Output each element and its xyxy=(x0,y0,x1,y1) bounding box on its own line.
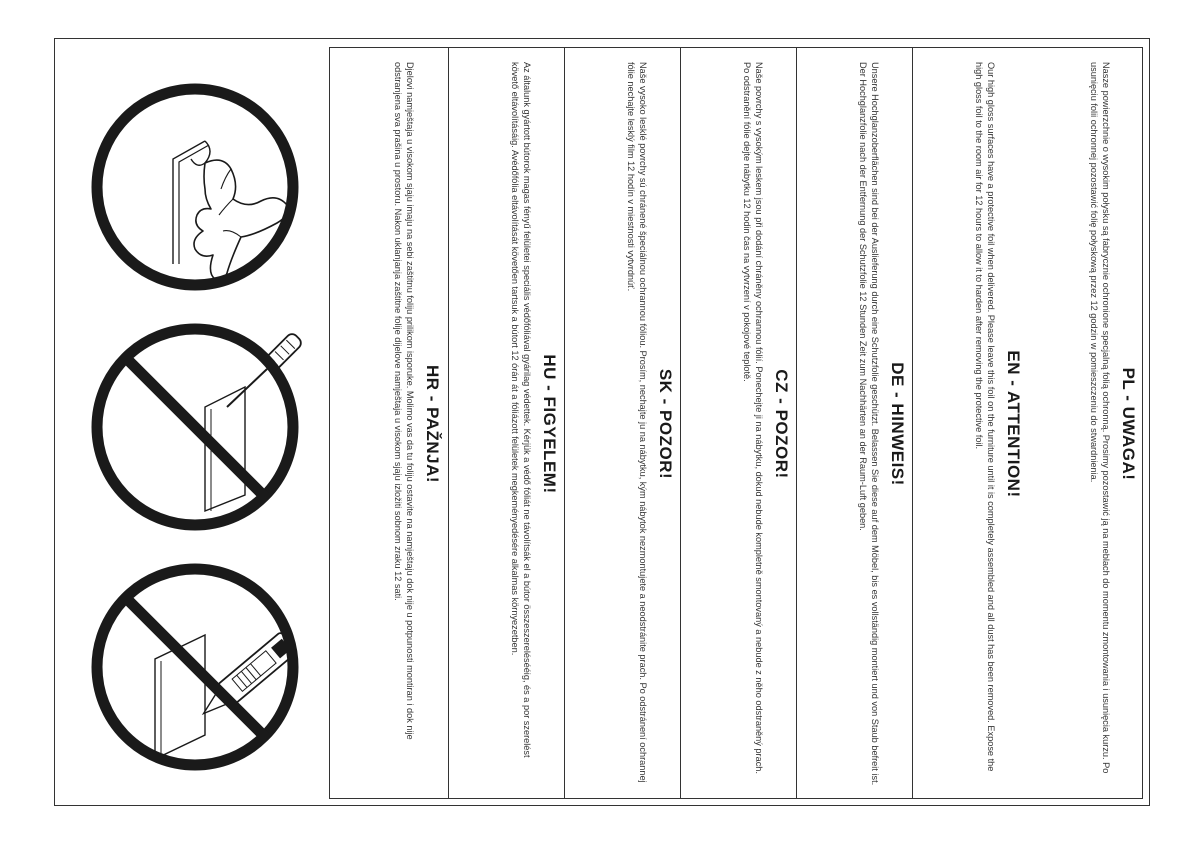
pictogram-column xyxy=(55,39,328,805)
section-en xyxy=(912,48,1028,798)
peel-foil-hand-icon xyxy=(55,59,328,315)
section-cz xyxy=(680,48,796,798)
warning-sections xyxy=(329,47,1143,799)
section-heading: HU - FIGYELEM! xyxy=(540,354,559,494)
section-hr xyxy=(330,48,448,798)
section-hu xyxy=(448,48,564,798)
section-body: Az általunk gyártott bútorok magas fényű felületei speciális védőfóliával gyárilag védettek. Kérjük a védő fóliát ne távolítsák el a bútor összeszerelésééig, és a por szerelést követő eltávolításáig. Avédőfólia eltávolítását követően tartsuk a bútort 12 órán át a fóliázott felületek megkeményedésére alkalmas környezetben. xyxy=(509,62,532,758)
section-sk xyxy=(564,48,680,798)
section-heading: EN - ATTENTION! xyxy=(1004,350,1023,498)
section-heading: CZ - POZOR! xyxy=(772,369,791,479)
section-heading: SK - POZOR! xyxy=(656,368,675,480)
section-body: Djelovi namještaja u visokom sjaju imaju na sebi zaštitnu foliju prilikom isporuke. Molimo vas da tu foliju ostavite na namještaju dok nije u potpunosti montiran i dok nije odstranjena sva prašina u prostoru. Nakon uklanjanja zaštitne folije dijelove namještaja u visokom sjaju izložiti sobnom zraku 12 sati. xyxy=(392,62,415,740)
section-body: Naše vysoko lesklé povrchy sú chránené špeciálnou ochrannou fóliou. Prosím, nechajte ju na nábytku, kým nábytok nezmontujete a neodstránite prach. Po odstránení ochrannej fólie nechajte lesklý film 12 hodín v miestnosti vytvrdnúť. xyxy=(625,62,648,783)
section-heading: HR - PAŽNJA! xyxy=(423,364,442,484)
section-body: Nasze powierzchnie o wysokim połysku są fabrycznie ochronione specjalną folią ochronną. Prosimy pozostawić ją na meblach do momentu zmontowania i usunięcia kurzu. Po usunięciu folii ochronnej pozostawić folię połyskową przez 12 godzin w pomieszczeniu do stwardnienia. xyxy=(1088,62,1111,774)
notice-sheet xyxy=(54,38,1150,806)
section-de xyxy=(796,48,912,798)
no-utility-knife-icon xyxy=(55,539,328,795)
section-pl xyxy=(1028,48,1144,798)
section-heading: DE - HINWEIS! xyxy=(888,362,907,486)
section-body: Naše povrchy s vysokým leskem jsou při dodání chráněny ochrannou fólií. Ponechejte ji na nábytku, dokud nebude kompletně smontovaný a nebude z něho odstraněný prach. Po odstranění fólie dejte nábytku 12 hodin čas na vytvrzení v pokojové teplotě. xyxy=(741,62,764,774)
no-screwdriver-icon xyxy=(55,299,328,555)
section-body: Unsere Hochglanzoberflächen sind bei der Auslieferung durch eine Schutzfolie geschützt. Belassen Sie diese auf dem Möbel, bis es vollständig montiert und von Staub befreit ist. Der Hochglanzfolie nach der Entfernung der Schutzfolie 12 Stunden Zeit zum Nachhärten an der Raum-Luft geben. xyxy=(857,62,880,786)
section-body: Our high gloss surfaces have a protective foil when delivered. Please leave this foil on the furniture until it is completely assembled and all dust has been removed. Expose the high gloss foil to the room air for 12 hours to allow it to harden after removing the protective foil. xyxy=(973,62,996,772)
section-heading: PL - UWAGA! xyxy=(1119,367,1138,481)
